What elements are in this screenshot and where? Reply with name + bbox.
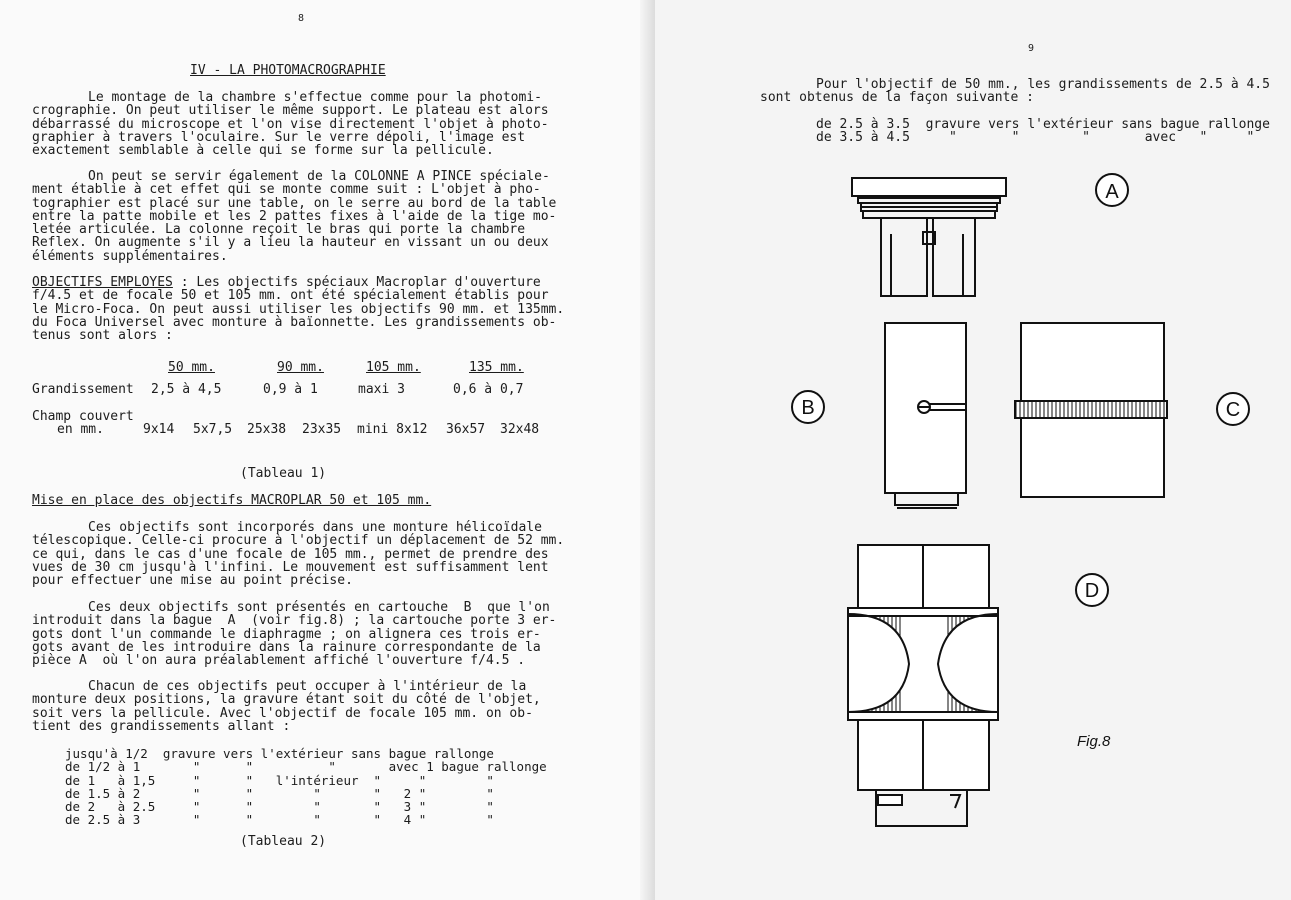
table1-cell: 36x57 (446, 422, 486, 437)
table1-header-105: 105 mm. (366, 360, 421, 375)
table1-row2-label-unit: en mm. (57, 422, 104, 437)
part-d-assembly (848, 545, 998, 826)
table1-cell: 9x14 (143, 422, 175, 437)
paragraph-4: Ces deux objectifs sont présentés en cartouche B que l'on introduit dans la bague A (voir fig.8) ; la cartouche porte 3 er- gots dont l'un commande le diaphragme ; on alignera ces trois er- gots avant de les introduire dans la rainure correspondante de la pièce A où l'on aura préalablement affiché l'ouverture f/4.5 . (32, 600, 557, 669)
paragraph-2: On peut se servir également de la COLONNE A PINCE spéciale- ment établie à cet effet qui se monte comme suit : L'objet à pho- tographier est placé sur une table, on le serre au bord de la table entre la patte mobile et les 2 pattes fixes à l'aide de la tige mo- letée articulée. La colonne reçoit le bras qui porte la chambre Reflex. On augmente s'il y a lieu la hauteur en vissant un ou deux éléments supplémentaires. (32, 169, 557, 264)
label-b (792, 391, 824, 423)
right-page (655, 0, 1291, 900)
part-a-bague (852, 178, 1006, 296)
label-a (1096, 174, 1128, 206)
table1-cell: 23x35 (302, 422, 342, 437)
objectifs-label: OBJECTIFS EMPLOYES (32, 275, 173, 290)
page-number-right: 9 (1028, 43, 1035, 54)
part-b-cartouche (885, 323, 966, 508)
table2-caption: (Tableau 2) (240, 834, 327, 849)
paragraph-3: Ces objectifs sont incorporés dans une monture hélicoïdale télescopique. Celle-ci procure à l'objectif un déplacement de 52 mm. ce qui, dans le cas d'une focale de 105 mm., permet de prendre des vues de 30 cm jusqu'à l'infini. Le mouvement est suffisamment lent pour effectuer une mise au point précise. (32, 520, 565, 589)
svg-text:A: A (1105, 181, 1119, 203)
paragraph-objectifs (32, 276, 564, 342)
table1-cell: 2,5 à 4,5 (151, 382, 222, 397)
section-title: IV - LA PHOTOMACROGRAPHIE (190, 63, 386, 78)
svg-text:B: B (801, 397, 815, 419)
label-c (1217, 393, 1249, 425)
table1-row1-label: Grandissement (32, 382, 134, 397)
table1-cell: 0,9 à 1 (263, 382, 318, 397)
objectifs-text: : Les objectifs spéciaux Macroplar d'ouverture f/4.5 et de focale 50 et 105 mm. ont été spécialement établis pour le Micro-Foca. On peut aussi utiliser les objectifs 90 mm. et 135mm. du Foca Universel avec monture à baïonnette. Les grandissements ob- tenus sont alors : (32, 275, 565, 344)
table1-cell: 32x48 (500, 422, 540, 437)
page-number-left: 8 (298, 13, 305, 24)
right-list: de 2.5 à 3.5 gravure vers l'extérieur sans bague rallonge de 3.5 à 4.5 " " " avec " " (816, 117, 1270, 146)
svg-text:C: C (1225, 399, 1241, 421)
label-d (1076, 574, 1108, 606)
part-c-bague-rallonge (1015, 323, 1167, 497)
table1-cell: maxi 3 (358, 382, 405, 397)
table1-header-135: 135 mm. (469, 360, 524, 375)
svg-text:D: D (1084, 580, 1100, 602)
paragraph-1: Le montage de la chambre s'effectue comme pour la photomi- crographie. On peut utiliser le même support. Le plateau est alors débarrassé du microscope et l'on vise directement l'objet à photo- graphier à travers l'oculaire. Sur le verre dépoli, l'image est exactement semblable à celle qui se forme sur la pellicule. (32, 90, 549, 159)
table-2: jusqu'à 1/2 gravure vers l'extérieur sans bague rallonge de 1/2 à 1 " " " avec 1 bague rallonge de 1 à 1,5 " " l'intérieur " " " de 1.5 à 2 " " " " 2 " " de 2 à 2.5 " " " " 3 " " de 2.5 à 3 " " " " 4 " " (65, 746, 547, 828)
table1-cell: mini 8x12 (357, 422, 428, 437)
table1-cell: 5x7,5 (193, 422, 233, 437)
right-intro: Pour l'objectif de 50 mm., les grandissements de 2.5 à 4.5 sont obtenus de la façon suivante : (760, 77, 1270, 106)
paragraph-5: Chacun de ces objectifs peut occuper à l'intérieur de la monture deux positions, la gravure étant soit du côté de l'objet, soit vers la pellicule. Avec l'objectif de focale 105 mm. on ob- tient des grandissements allant : (32, 679, 541, 734)
figure-8-drawing (655, 0, 1291, 900)
table1-header-50: 50 mm. (168, 360, 215, 375)
table1-caption: (Tableau 1) (240, 466, 327, 481)
table1-cell: 25x38 (247, 422, 287, 437)
subheading-mise-en-place: Mise en place des objectifs MACROPLAR 50 et 105 mm. (32, 493, 432, 508)
table1-cell: 0,6 à 0,7 (453, 382, 524, 397)
table1-header-90: 90 mm. (277, 360, 324, 375)
table1-row2-label: Champ couvert (32, 409, 134, 424)
figure-caption: Fig.8 (1077, 733, 1111, 750)
